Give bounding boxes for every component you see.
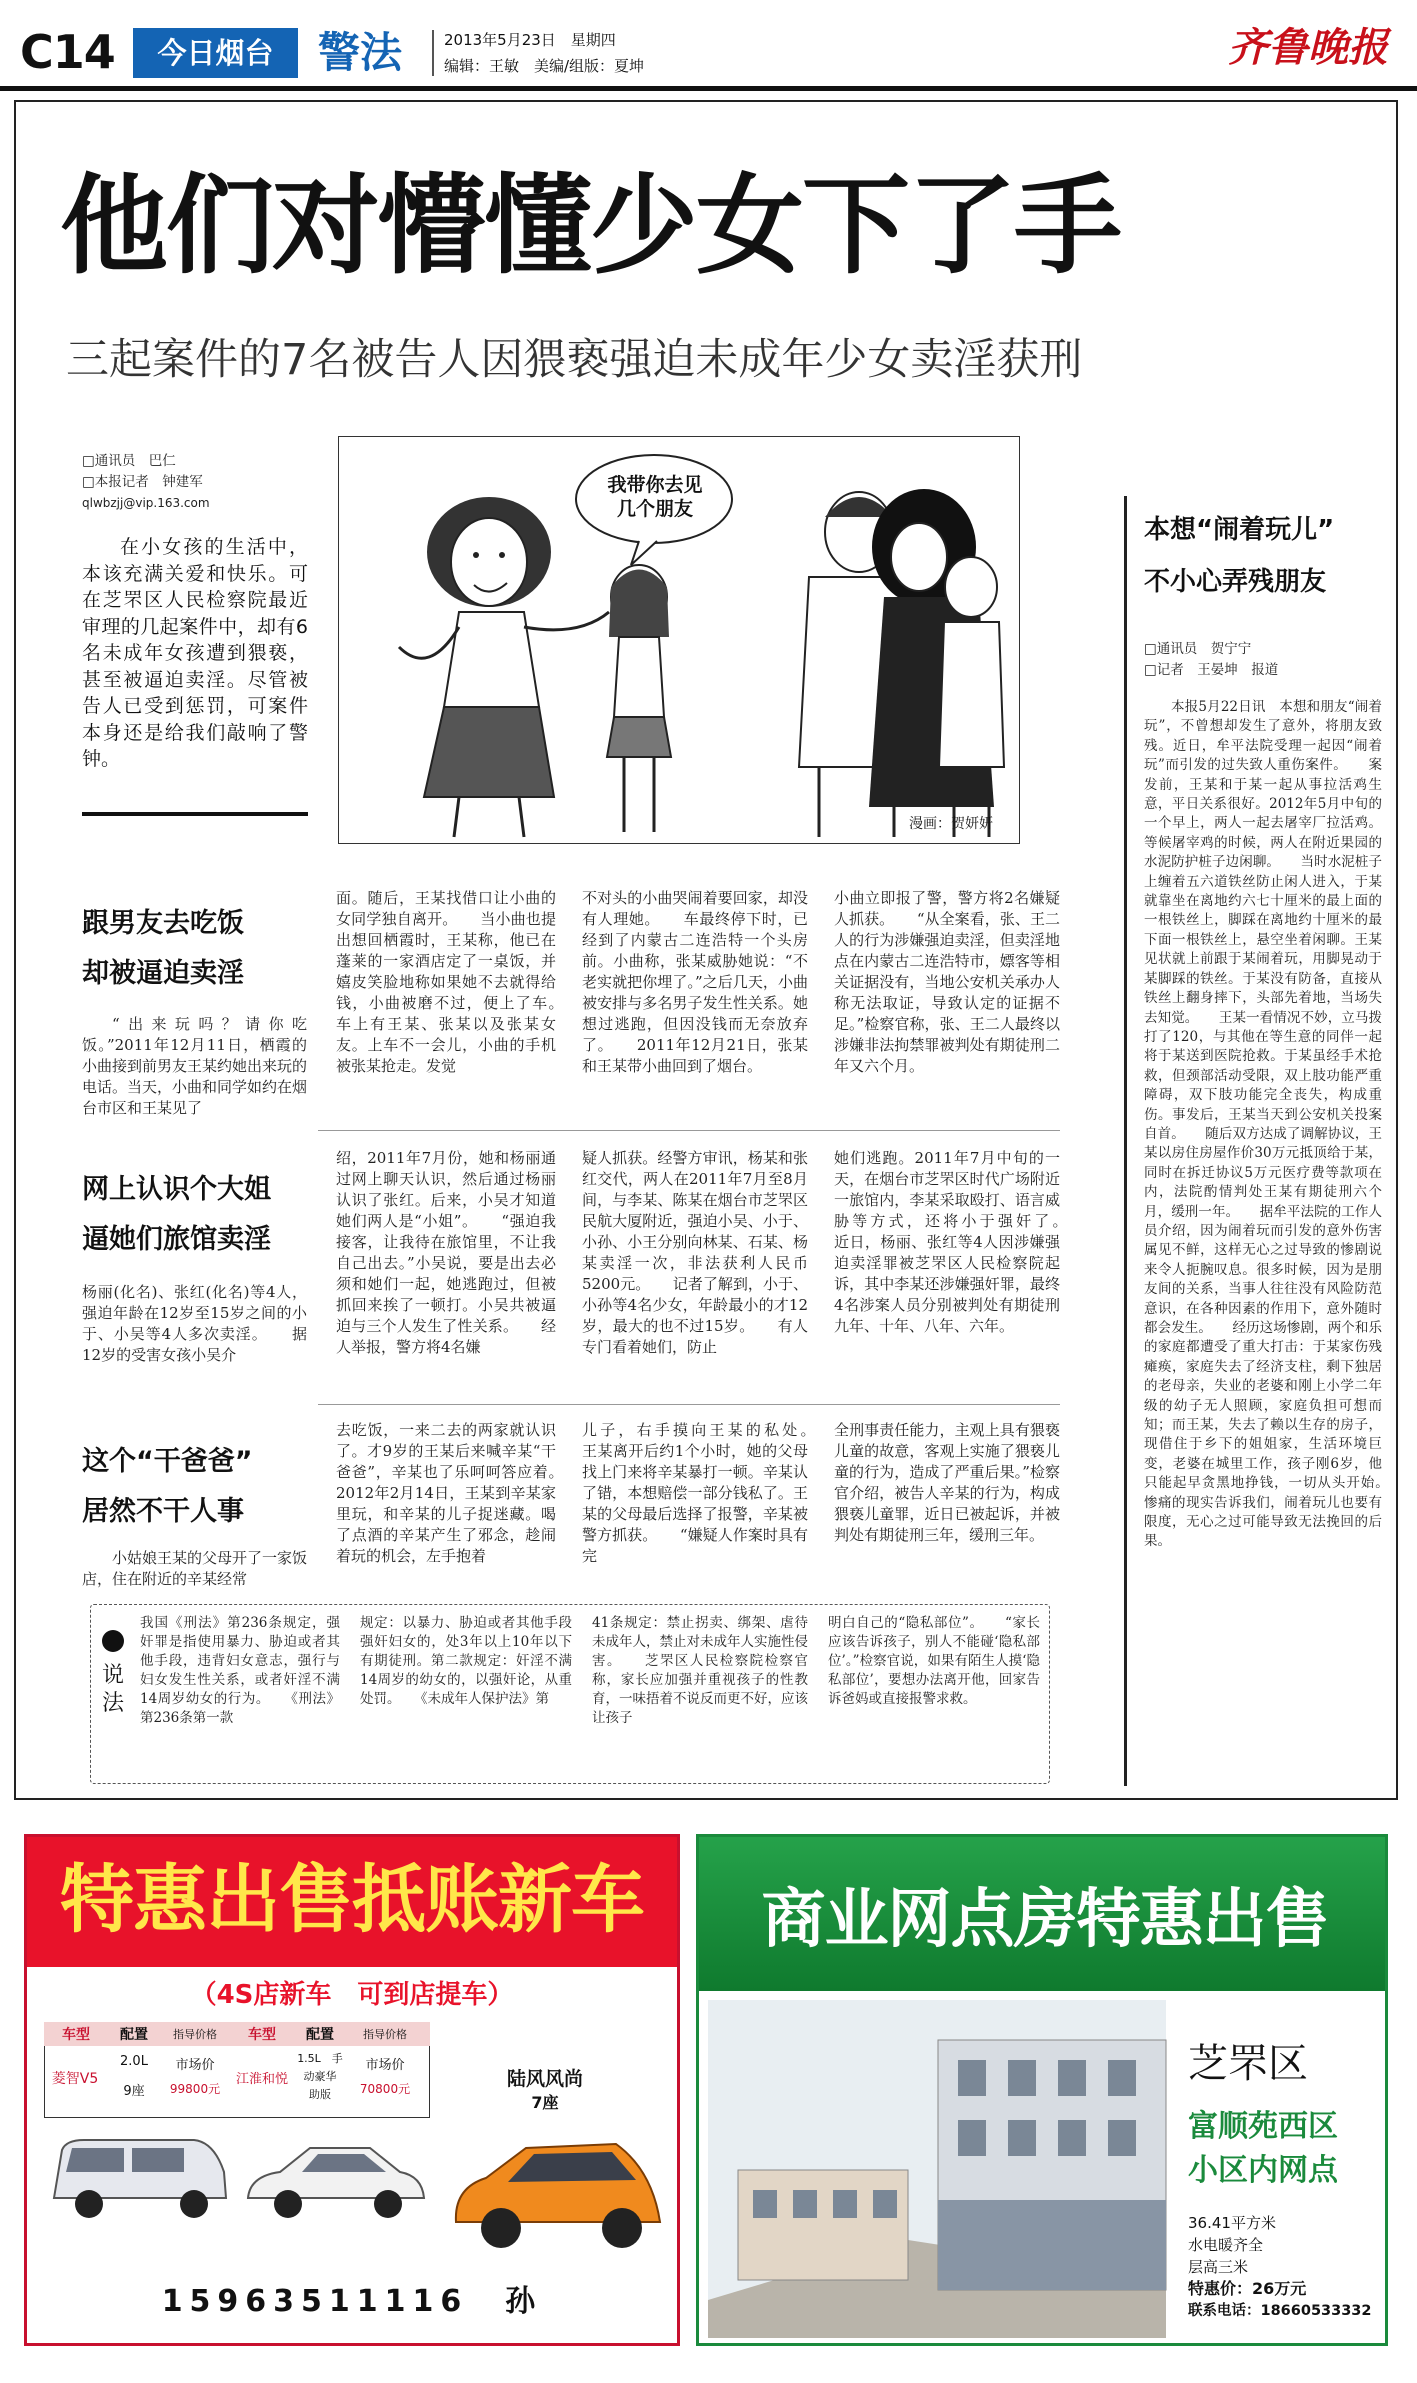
cell-config1a: 2.0L xyxy=(120,2054,148,2069)
legal-col3: 41条规定：禁止拐卖、绑架、虐待未成年人，禁止对未成年人实施性侵害。 芝罘区人民检察院检察官称，家长应加强并重视孩子的性教育，一味捂着不说反而更不好，应该让孩子 xyxy=(592,1615,808,1726)
property-photo xyxy=(708,2000,1166,2338)
header-rule xyxy=(0,86,1417,91)
story2-col3: 她们逃跑。2011年7月中旬的一天，在烟台市芝罘区时代广场附近一旅馆内，李某采取殴打、语言威胁等方式，还将小于强奸了。 近日，杨丽、张红等4人因涉嫌强迫卖淫罪被芝罘区人民检察院起诉，其中李某还涉嫌强奸罪，最终4名涉案人员分别被判处有期徒刑九年、十年、八年、六年。 xyxy=(834,1149,1091,1335)
right-byline2: □记者 王晏坤 报道 xyxy=(1144,662,1279,678)
legal-sidebar-icon xyxy=(102,1630,124,1652)
property-utilities: 水电暖齐全 xyxy=(1188,2236,1264,2254)
th-model1: 车型 xyxy=(62,2027,90,2043)
property-height: 层高三米 xyxy=(1188,2258,1249,2276)
issue-date: 2013年5月23日 星期四 xyxy=(444,31,616,49)
section-title: 警法 xyxy=(318,28,403,77)
car-orange-photo xyxy=(446,2100,672,2268)
ad-car-subtitle: （4S店新车 可到店提车） xyxy=(190,1980,514,2010)
story2-headline-line2: 逼她们旅馆卖淫 xyxy=(82,1224,271,1255)
speech-bubble-line1: 我带你去见 xyxy=(607,474,703,496)
property-area: 36.41平方米 xyxy=(1188,2214,1276,2232)
th-config2: 配置 xyxy=(306,2027,334,2043)
cell-price2b: 70800元 xyxy=(359,2082,411,2096)
story2-col2: 疑人抓获。经警方审讯，杨某和张红交代，两人在2011年7月至8月间，与李某、陈某在烟台市芝罘区民航大厦附近，强迫小吴、小于、小孙、小王分别向林某、石某、杨某卖淫一次，非法获利人民币5200元。 记者了解到，小于、小孙等4名少女，年龄最小的才12岁，最大的也不过15岁。 有人专门看着她们，防止 xyxy=(582,1149,808,1356)
legal-col4: 明白自己的“隐私部位”。 “家长应该告诉孩子，别人不能碰‘隐私部位’。”检察官说，如果有陌生人摸‘隐私部位’，要想办法离开他，回家告诉爸妈或直接报警求救。 xyxy=(828,1615,1040,1707)
story1-col2: 不对头的小曲哭闹着要回家，却没有人理她。 车最终停下时，已经到了内蒙古二连浩特一个头房前。小曲称，张某威胁她说：“不老实就把你埋了。”之后几天，小曲被安排与多名男子发生性关系。她想过逃跑，但因没钱而无奈放弃了。 2011年12月21日，张某和王某带小曲回到了烟台。 xyxy=(582,889,808,1075)
car-van-photo xyxy=(44,2128,234,2228)
right-article-body: 本报5月22日讯 本想和朋友“闹着玩”，不曾想却发生了意外，将朋友致残。近日，牟平法院受理一起因“闹着玩”而引发的过失致人重伤案件。 案发前，王某和于某一起从事拉活鸡生意，平日关系很好。2012年5月中旬的一个早上，两人一起去屠宰厂拉活鸡。等候屠宰鸡的时候，两人在附近果园的水泥防护桩子边闲聊。 当时水泥桩子上缠着五六道铁丝防止闲人进入，于某就靠坐在离地约六七十厘米的最上面的一根铁丝上，脚踩在离地约十厘米的最下面一根铁丝上，悬空坐着闲聊。王某见状就上前跟于某闹着玩，用脚晃动于某脚踩的铁丝。于某没有防备，直接从铁丝上翻身摔下，头部先着地，当场失去知觉。 王某一看情况不妙，立马拨打了120，与其他在等生意的同伴一起将于某送到医院抢救。于某虽经手术抢救，但颈部活动受限，双上肢功能严重障碍，双下肢功能完全丧失，构成重伤。事发后，王某当天到公安机关投案自首。 随后双方达成了调解协议，王某以房住房屋作价30万元抵顶给于某，同时在拆迁协议5万元医疗费等款项在内，法院酌情判处王某有期徒刑六个月，缓刑一年。 据牟平法院的工作人员介绍，因为闹着玩而引发的意外伤害属见不鲜，这样无心之过导致的惨剧说来令人扼腕叹息。很多时候，因为是朋友间的关系，当事人往往没有风险防范意识，在各种因素的作用下，意外随时都会发生。 经历这场惨剧，两个和乐的家庭都遭受了重大打击：于某家伤残瘫痪，家庭失去了经济支柱，剩下独居的老母亲，失业的老婆和刚上小学二年级的幼子无人照顾，家庭负担可想而知；而王某，失去了赖以生存的房子，现借住于乡下的姐姐家，生活环境巨变，老婆在城里工作，孩子刚6岁，他只能起早贪黑地挣钱，一切从头开始。 惨痛的现实告诉我们，闹着玩儿也要有限度，无心之过可能导致无法挽回的后果。 xyxy=(1144,699,1409,1550)
story3-col0: 小姑娘王某的父母开了一家饭店，住在附近的辛某经常 xyxy=(82,1549,308,1588)
story1-col3: 小曲立即报了警，警方将2名嫌疑人抓获。 “从全案看，张、王二人的行为涉嫌强迫卖淫，但卖淫地点在内蒙古二连浩特市，嫖客等相关证据没有，当地公安机关承办人称无法取证，导致认定的证据不足。”检察官称，张、王二人最终以涉嫌非法拘禁罪被判处有期徒刑二年又六个月。 xyxy=(834,889,1060,1075)
car-label-seats: 7座 xyxy=(531,2093,559,2112)
cell-config2c: 助版 xyxy=(309,2088,331,2101)
lead-rule xyxy=(82,812,308,816)
ad-car-phone: 15963511116 孙 xyxy=(161,2284,543,2319)
main-subheadline: 三起案件的7名被告人因猥亵强迫未成年少女卖淫获刑 xyxy=(66,335,1083,385)
editor-credits: 编辑：王敏 美编/组版：夏坤 xyxy=(444,57,645,75)
story3-col2: 儿子，右手摸向王某的私处。 王某离开后约1个小时，她的父母找上门来将辛某暴打一顿。辛某认了错，本想赔偿一部分钱私了。王某的父母最后选择了报警，辛某被警方抓获。 “嫌疑人作案时具有完 xyxy=(582,1421,839,1565)
cell-price1b: 99800元 xyxy=(169,2082,221,2096)
legal-sidebar-label: 说法 xyxy=(101,1663,124,1716)
lead-paragraph: 在小女孩的生活中，本该充满关爱和快乐。可在芝罘区人民检察院最近审理的几起案件中，却有6名未成年女孩遭到猥亵，甚至被逼迫卖淫。尽管被告人已受到惩罚，可案件本身还是给我们敲响了警钟。 xyxy=(82,536,308,770)
story1-headline-line2: 却被逼迫卖淫 xyxy=(82,958,244,989)
property-name: 富顺苑西区 xyxy=(1188,2109,1338,2144)
byline-correspondent: □通讯员 巴仁 xyxy=(82,453,176,469)
header-divider xyxy=(432,30,434,76)
car-sedan-photo xyxy=(240,2128,430,2228)
th-price1: 指导价格 xyxy=(173,2028,217,2041)
th-model2: 车型 xyxy=(248,2027,276,2043)
page-number: C14 xyxy=(20,25,115,79)
legal-col1: 我国《刑法》第236条规定，强奸罪是指使用暴力、胁迫或者其他手段，违背妇女意志，强行与妇女发生性关系，或者奸淫不满14周岁幼女的行为。 《刑法》第236条第一款 xyxy=(140,1615,340,1726)
car-label-name: 陆风风尚 xyxy=(506,2068,583,2090)
right-headline-line2: 不小心弄残朋友 xyxy=(1144,567,1327,597)
story2-headline-line1: 网上认识个大姐 xyxy=(82,1174,271,1205)
story2-col0: 杨丽(化名)、张红(化名)等4人，强迫年龄在12岁至15岁之间的小于、小吴等4人多次卖淫。 据12岁的受害女孩小吴介 xyxy=(82,1283,307,1364)
story1-col0: “出来玩吗？请你吃饭。”2011年12月11日，栖霞的小曲接到前男友王某约她出来玩的电话。当天，小曲和同学如约在烟台市区和王某见了 xyxy=(82,1015,308,1117)
byline-reporter: □本报记者 钟建军 xyxy=(82,474,203,490)
property-price: 特惠价：26万元 xyxy=(1188,2279,1307,2298)
story3-col1: 去吃饭，一来二去的两家就认识了。才9岁的王某后来喊辛某“干爸爸”，辛某也了乐呵呵答应着。 2012年2月14日，王某到辛某家里玩，和辛某的儿子捉迷藏。喝了点酒的辛某产生了邪念，趁闹着玩的机会，左手抱着 xyxy=(336,1421,587,1565)
ad-car-title: 特惠出售抵账新车 xyxy=(60,1857,644,1943)
th-config1: 配置 xyxy=(120,2027,148,2043)
property-phone: 联系电话：18660533332 xyxy=(1188,2303,1372,2319)
legal-col2: 规定：以暴力、胁迫或者其他手段强奸妇女的，处3年以上10年以下有期徒刑。第二款规定：奸淫不满14周岁的幼女的，以强奸论，从重处罚。 《未成年人保护法》第 xyxy=(360,1615,572,1707)
cell-model2: 江淮和悦 xyxy=(235,2072,288,2087)
th-price2: 指导价格 xyxy=(363,2028,407,2041)
byline-email: qlwbzjj@vip.163.com xyxy=(82,496,210,510)
section-tag-blue: 今日烟台 xyxy=(133,28,298,78)
story2-col1: 绍，2011年7月份，她和杨丽通过网上聊天认识，然后通过杨丽认识了张红。后来，小吴才知道她们两人是“小姐”。 “强迫我接客，让我待在旅馆里，不让我自己出去。”小吴说，要是出去必须和她们一起，她逃跑过，但被抓回来挨了一顿打。小吴共被逼迫与三个人发生了性关系。 经人举报，警方将4名嫌 xyxy=(336,1149,556,1356)
cell-price2a: 市场价 xyxy=(365,2058,405,2073)
cell-model1: 菱智V5 xyxy=(51,2071,99,2087)
cell-price1a: 市场价 xyxy=(175,2058,215,2073)
property-location: 小区内网点 xyxy=(1188,2153,1338,2188)
cell-config2b: 动豪华 xyxy=(303,2070,337,2083)
story3-col3: 全刑事责任能力，主观上具有猥亵儿童的故意，客观上实施了猥亵儿童的行为，造成了严重后果。”检察官介绍，被告人辛某的行为，构成猥亵儿童罪，近日已被起诉，并被判处有期徒刑三年，缓刑三年。 xyxy=(834,1421,1060,1544)
story1-col1: 面。随后，王某找借口让小曲的女同学独自离开。 当小曲也提出想回栖霞时，王某称，他已在蓬莱的一家酒店定了一桌饭，并嬉皮笑脸地称如果她不去就得给钱，小曲被磨不过，便上了车。 车上有王某、张某以及张某女友。上车不一会儿，小曲的手机被张某抢走。发觉 xyxy=(336,889,587,1075)
cartoon-credit: 漫画：贺妍妍 xyxy=(909,816,993,832)
property-district: 芝罘区 xyxy=(1188,2041,1308,2087)
story3-headline-line1: 这个“干爸爸” xyxy=(82,1446,253,1477)
cell-config2a: 1.5L 手 xyxy=(297,2052,343,2065)
story1-headline-line1: 跟男友去吃饭 xyxy=(82,908,244,939)
right-column-divider xyxy=(1124,496,1127,1786)
divider-story1 xyxy=(318,1130,1060,1131)
masthead-logo: 齐鲁晚报 xyxy=(1228,24,1388,71)
right-headline-line1: 本想“闹着玩儿” xyxy=(1144,515,1335,545)
story3-headline-line2: 居然不干人事 xyxy=(82,1496,244,1527)
main-headline: 他们对懵懂少女下了手 xyxy=(60,164,1121,289)
right-byline1: □通讯员 贺宁宁 xyxy=(1144,641,1252,657)
divider-story2 xyxy=(318,1404,1060,1405)
cartoon-frame xyxy=(338,436,1020,844)
speech-bubble-line2: 几个朋友 xyxy=(616,498,693,520)
ad-property-title: 商业网点房特惠出售 xyxy=(761,1883,1329,1957)
cell-config1b: 9座 xyxy=(123,2084,145,2099)
